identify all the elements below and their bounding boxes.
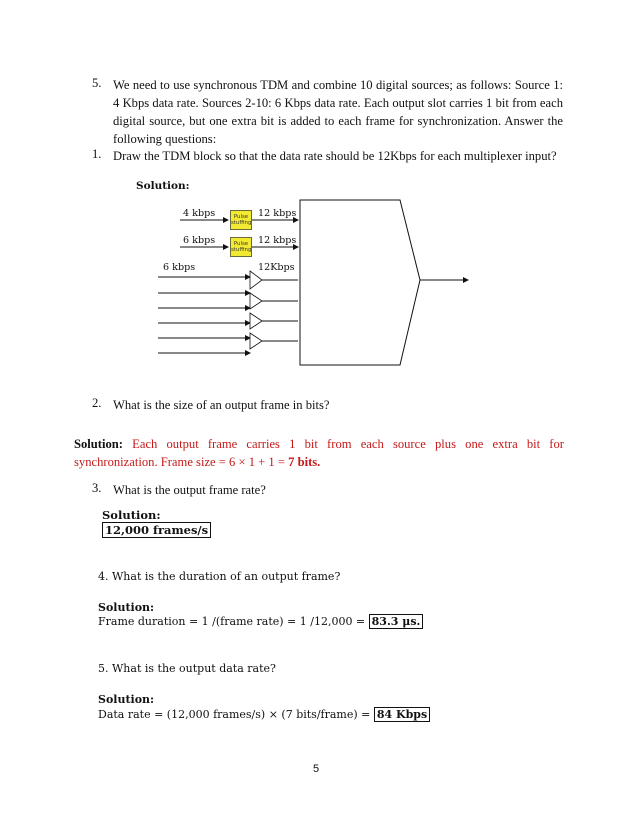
multiplexer-shape <box>300 200 420 365</box>
page-number: 5 <box>313 763 320 775</box>
question-1-text: Draw the TDM block so that the data rate should be 12Kbps for each multiplexer input? <box>113 149 557 163</box>
question-4-formula-line <box>98 615 423 628</box>
question-5-text: We need to use synchronous TDM and combine 10 digital sources; as follows: Source 1: 4 Kbps data rate. Sources 2-10: 6 Kbps data rate. Each output slot carries 1 bit from each digital source, but one extra bit is added to each frame for synchronization. Answer the following questions: <box>113 78 563 146</box>
pulse-stuffing-box-2: Pulse stuffing <box>230 237 252 257</box>
question-2-number: 2. <box>92 396 102 410</box>
question-5b-formula-line <box>98 708 430 721</box>
question-4-formula: Frame duration = 1 /(frame rate) = 1 /12,000 = <box>98 615 366 628</box>
tdm-block-diagram <box>150 195 480 375</box>
question-5b-formula: Data rate = (12,000 frames/s) × (7 bits/frame) = <box>98 708 371 721</box>
question-3-text: What is the output frame rate? <box>113 483 266 497</box>
question-4-answer-box: 83.3 μs. <box>369 614 424 629</box>
diagram-solution-label: Solution: <box>136 180 190 192</box>
output-label-1: 12 kbps <box>258 208 297 219</box>
question-4-solution-label: Solution: <box>98 601 155 614</box>
question-2-text: What is the size of an output frame in bits? <box>113 398 330 412</box>
question-3-solution-label: Solution: <box>102 508 161 522</box>
question-4-text: 4. What is the duration of an output frame? <box>98 570 341 583</box>
question-5b-solution-label: Solution: <box>98 693 155 706</box>
question-5b-answer-box: 84 Kbps <box>374 707 430 722</box>
question-5b-text: 5. What is the output data rate? <box>98 662 276 675</box>
question-2-solution <box>74 435 564 471</box>
input-label-2: 6 kbps <box>183 235 216 246</box>
question-2-solution-label: Solution: <box>74 437 123 451</box>
question-2-solution-answer: 7 bits. <box>288 455 321 469</box>
output-label-2: 12 kbps <box>258 235 297 246</box>
input-label-1: 4 kbps <box>183 208 216 219</box>
question-5-number: 5. <box>92 76 102 90</box>
output-label-3: 12Kbps <box>258 262 295 273</box>
question-2-solution-text: Each output frame carries 1 bit from each source plus one extra bit for synchronization. Frame size = 6 × 1 + 1 = <box>74 437 564 469</box>
question-1-number: 1. <box>92 147 102 161</box>
pulse-stuffing-box-1: Pulse stuffing <box>230 210 252 230</box>
input-label-3: 6 kbps <box>163 262 196 273</box>
question-3-number: 3. <box>92 481 102 495</box>
question-3-answer-box: 12,000 frames/s <box>102 522 211 538</box>
